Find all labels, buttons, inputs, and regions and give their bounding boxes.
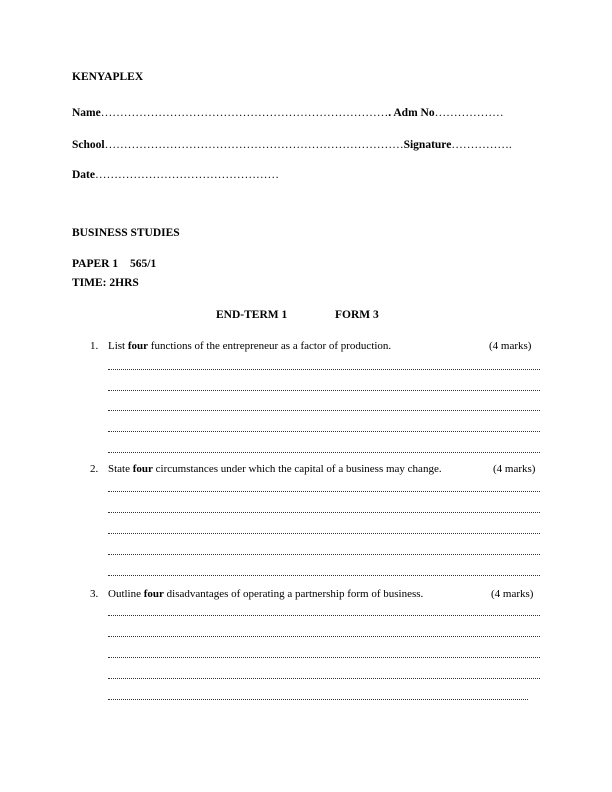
signature-field[interactable]: ……………. — [451, 139, 512, 151]
answer-line[interactable] — [108, 369, 540, 370]
subject-title: BUSINESS STUDIES — [72, 227, 180, 239]
question-marks: (4 marks) — [489, 340, 532, 352]
answer-line[interactable] — [108, 699, 528, 700]
date-field[interactable]: ………………………………………… — [95, 169, 279, 181]
answer-line[interactable] — [108, 575, 540, 576]
school-line — [72, 135, 512, 153]
term-label: END-TERM 1 — [216, 309, 288, 321]
question-emphasis: four — [143, 588, 164, 600]
answer-line[interactable] — [108, 615, 540, 616]
question-number: 1. — [90, 340, 99, 352]
time-label: TIME: 2HRS — [72, 277, 139, 289]
answer-line[interactable] — [108, 452, 540, 453]
paper-label: PAPER 1 — [72, 258, 119, 270]
answer-line[interactable] — [108, 657, 540, 658]
question-number: 2. — [90, 463, 99, 475]
date-label: Date — [72, 169, 95, 181]
answer-line[interactable] — [108, 390, 540, 391]
answer-line[interactable] — [108, 554, 540, 555]
name-field[interactable]: ………………………………………………………………… — [100, 107, 389, 119]
adm-field[interactable]: ……………… — [434, 107, 504, 119]
name-label: Name — [72, 107, 101, 119]
name-line — [72, 103, 504, 121]
question-text: List four functions of the entrepreneur as a factor of production. — [108, 340, 392, 352]
date-line — [72, 165, 279, 183]
paper-code: 565/1 — [130, 258, 157, 270]
school-field[interactable]: …………………………………………………………………… — [104, 139, 404, 151]
question-marks: (4 marks) — [491, 588, 534, 600]
answer-line[interactable] — [108, 410, 540, 411]
answer-line[interactable] — [108, 491, 540, 492]
question-emphasis: four — [132, 463, 153, 475]
question-marks: (4 marks) — [493, 463, 536, 475]
question-text: Outline four disadvantages of operating a partnership form of business. — [108, 588, 424, 600]
school-label: School — [72, 139, 105, 151]
answer-line[interactable] — [108, 636, 540, 637]
answer-line[interactable] — [108, 678, 540, 679]
signature-label: Signature — [403, 139, 452, 151]
question-emphasis: four — [127, 340, 149, 352]
form-label: FORM 3 — [335, 309, 379, 321]
question-text: State four circumstances under which the capital of a business may change. — [108, 463, 442, 475]
answer-line[interactable] — [108, 431, 540, 432]
adm-label: . Adm No — [388, 107, 435, 119]
question-number: 3. — [90, 588, 99, 600]
answer-line[interactable] — [108, 512, 540, 513]
answer-line[interactable] — [108, 533, 540, 534]
org-name: KENYAPLEX — [72, 71, 144, 83]
